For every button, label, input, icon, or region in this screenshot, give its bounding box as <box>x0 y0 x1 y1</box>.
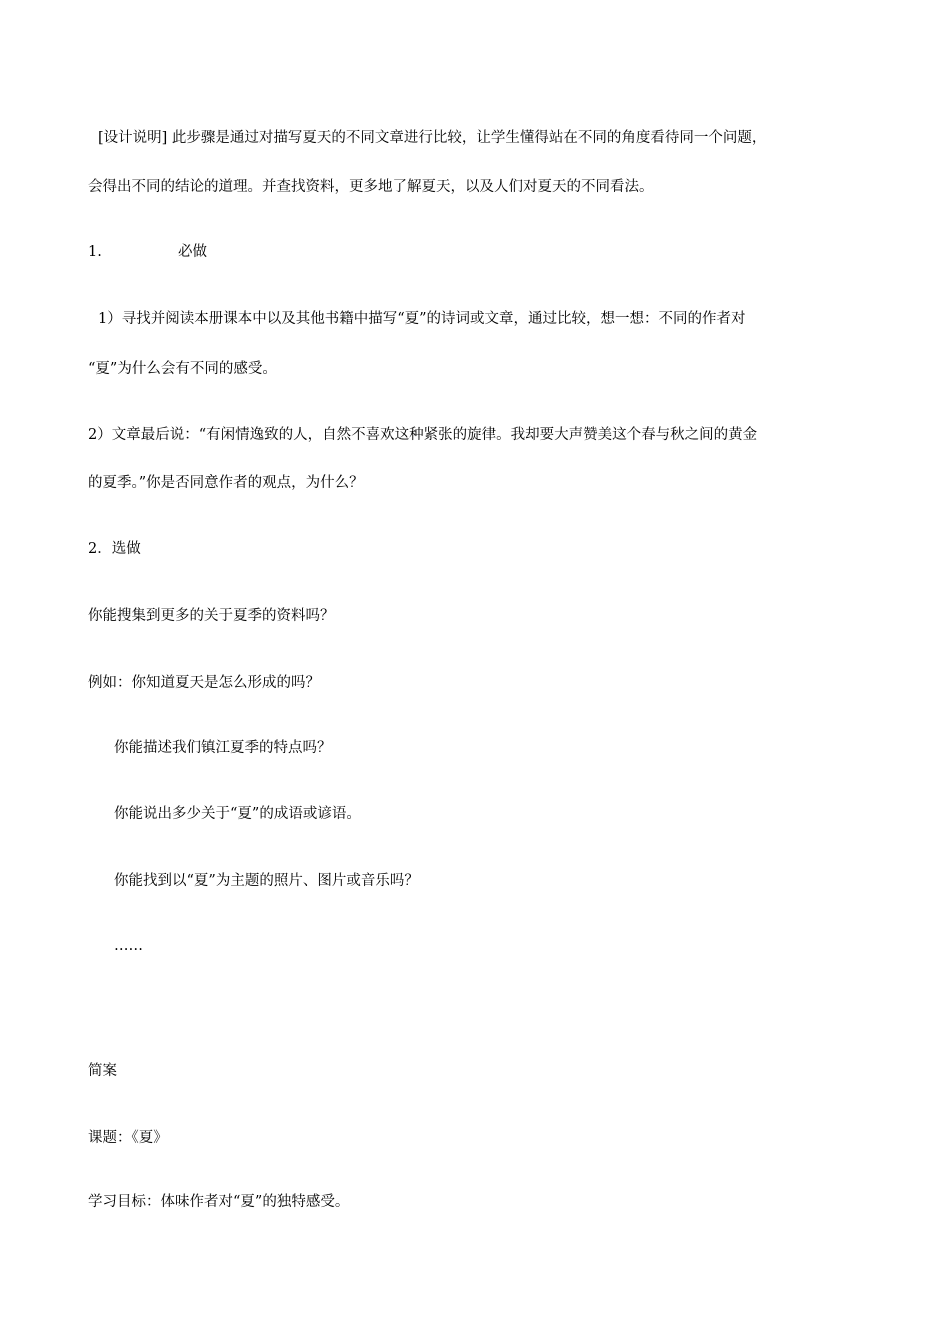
optional-sub-1: 你能描述我们镇江夏季的特点吗？ <box>114 740 332 756</box>
required-number: 1. <box>88 244 102 260</box>
required-item-2-line-1: 2）文章最后说：“有闲情逸致的人，自然不喜欢这种紧张的旋律。我却要大声赞美这个春与秋之间的黄金 <box>88 427 758 443</box>
design-note-line-1: [设计说明] 此步骤是通过对描写夏天的不同文章进行比较，让学生懂得站在不同的角度看待同一个问题， <box>98 130 767 146</box>
optional-sub-3: 你能找到以“夏”为主题的照片、图片或音乐吗？ <box>114 873 419 889</box>
brief-heading: 简案 <box>88 1063 117 1079</box>
design-note-line-2: 会得出不同的结论的道理。并查找资料，更多地了解夏天，以及人们对夏天的不同看法。 <box>88 179 654 195</box>
brief-topic: 课题：《夏》 <box>88 1130 168 1146</box>
required-heading <box>88 242 207 262</box>
optional-ellipsis: …… <box>114 938 143 954</box>
optional-sub-2: 你能说出多少关于“夏”的成语或谚语。 <box>114 806 361 822</box>
brief-goal: 学习目标：体味作者对“夏”的独特感受。 <box>88 1194 350 1210</box>
optional-example: 例如：你知道夏天是怎么形成的吗？ <box>88 675 320 691</box>
required-title: 必做 <box>178 244 207 260</box>
required-item-1-line-2: “夏”为什么会有不同的感受。 <box>88 361 277 377</box>
optional-question: 你能搜集到更多的关于夏季的资料吗？ <box>88 608 335 624</box>
required-item-2-line-2: 的夏季。”你是否同意作者的观点，为什么？ <box>88 475 364 491</box>
required-item-1-line-1: 1）寻找并阅读本册课本中以及其他书籍中描写“夏”的诗词或文章，通过比较，想一想：不同的作者对 <box>98 311 746 327</box>
optional-heading: 2．选做 <box>88 541 141 557</box>
